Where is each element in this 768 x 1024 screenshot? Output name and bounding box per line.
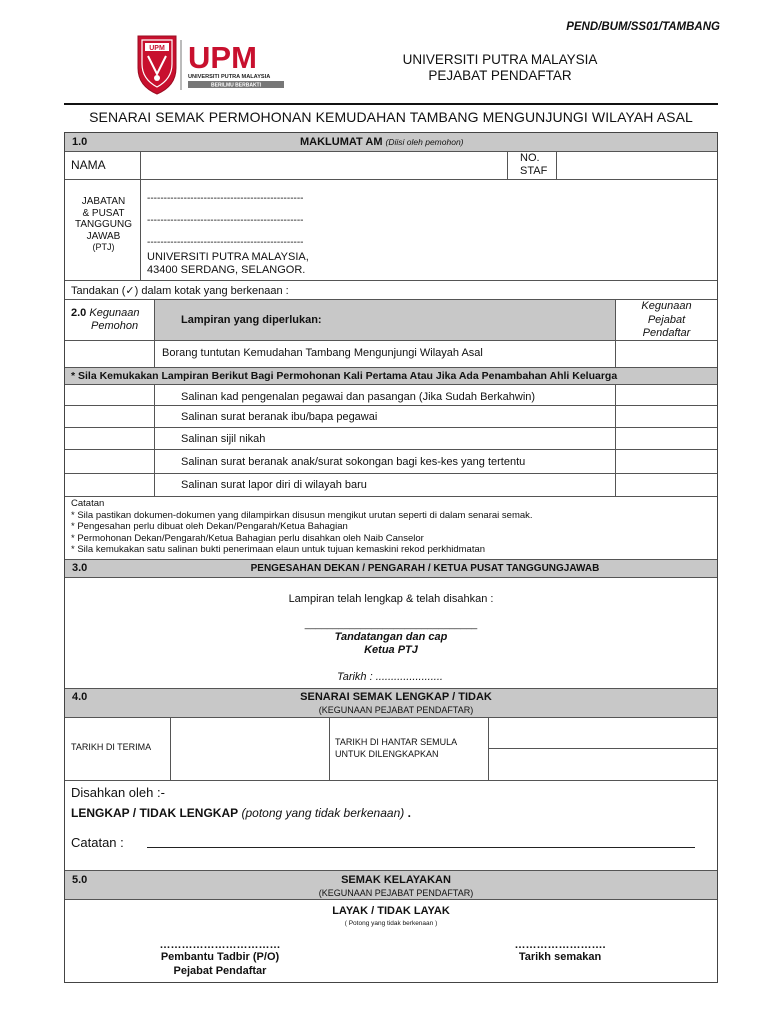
item-5-label: Salinan surat lapor diri di wilayah baru [181, 479, 367, 491]
officer-title: Pembantu Tadbir (P/O) [160, 951, 280, 963]
dept-label [67, 196, 140, 254]
section1-number: 1.0 [72, 136, 88, 148]
section4-subheading: (KEGUNAAN PEJABAT PENDAFTAR) [318, 705, 474, 715]
notes-block [71, 498, 533, 556]
item-4-label: Salinan surat beranak anak/surat sokongan bagi kes-kes yang tertentu [181, 456, 526, 468]
section3-heading: PENGESAHAN DEKAN / PENGARAH / KETUA PUSAT TANGGUNGJAWAB [250, 563, 600, 574]
section4-number: 4.0 [72, 691, 88, 703]
returned-date-label-1: TARIKH DI HANTAR SEMULA [335, 737, 458, 747]
section1-heading [300, 136, 464, 148]
university-header [330, 52, 670, 84]
dept-dashes-3[interactable]: ----------------------------------------------- [147, 237, 304, 248]
section4-heading: SENARAI SEMAK LENGKAP / TIDAK [300, 691, 492, 703]
item-5-applicant-box[interactable] [65, 474, 154, 496]
applicant-use-1: Kegunaan [89, 307, 140, 319]
staff-no-label [520, 152, 547, 178]
staff-no-label-1: NO. [520, 152, 540, 164]
signature-label: Tandatangan dan cap [334, 631, 448, 643]
dept-dashes-2[interactable]: ----------------------------------------------- [147, 215, 304, 226]
item-4-office-box[interactable] [616, 450, 717, 473]
office-name: PEJABAT PENDAFTAR [428, 68, 572, 83]
first-time-notice: * Sila Kemukakan Lampiran Berikut Bagi Permohonan Kali Pertama Atau Jika Ada Penambahan Ahli Keluarga [71, 370, 618, 382]
page-title: SENARAI SEMAK PERMOHONAN KEMUDAHAN TAMBANG MENGUNJUNGI WILAYAH ASAL [89, 109, 693, 125]
dept-label-2: & PUSAT [82, 207, 125, 219]
eligibility-note: ( Potong yang tidak berkenaan ) [344, 920, 438, 927]
officer-office: Pejabat Pendaftar [173, 965, 267, 977]
main-item-label: Borang tuntutan Kemudahan Tambang Mengunjungi Wilayah Asal [162, 347, 483, 359]
verified-by-label: Disahkan oleh :- [71, 785, 165, 800]
item-4-applicant-box[interactable] [65, 450, 154, 473]
section3-number: 3.0 [72, 562, 88, 574]
item-3-applicant-box[interactable] [65, 428, 154, 449]
dept-label-1: JABATAN [81, 196, 126, 207]
staff-no-field[interactable] [557, 152, 717, 178]
check-date-label: Tarikh semakan [518, 951, 602, 963]
checklist-form [64, 132, 718, 983]
note-3: * Permohonan Dekan/Pengarah/Ketua Bahagian perlu disahkan oleh Naib Canselor [71, 532, 424, 544]
office-use-1: Kegunaan [641, 300, 692, 312]
logo-emblem-text: UPM [149, 45, 165, 52]
section1-heading-note: (Diisi oleh pemohon) [385, 137, 464, 147]
note-2: * Pengesahan perlu dibuat oleh Dekan/Pengarah/Ketua Bahagian [71, 521, 348, 532]
main-item-office-box[interactable] [616, 341, 717, 367]
ptj-date-label[interactable]: Tarikh : ...................... [337, 671, 443, 683]
check-date-dots[interactable]: ……………………. [514, 939, 606, 951]
office-use-2: Pejabat [647, 313, 686, 326]
section2-applicant-col [71, 307, 140, 333]
eligibility-status[interactable]: LAYAK / TIDAK LAYAK [332, 905, 450, 917]
applicant-use-2: Pemohon [91, 320, 139, 332]
returned-date-field-2[interactable] [489, 749, 717, 780]
complete-status[interactable]: LENGKAP / TIDAK LENGKAP [71, 806, 239, 820]
signatory-label: Ketua PTJ [364, 644, 418, 656]
name-label: NAMA [71, 158, 106, 172]
note-4: * Sila kemukakan satu salinan bukti penerimaan elaun untuk tujuan kemaskini rekod perkhidmatan [71, 544, 486, 555]
item-1-applicant-box[interactable] [65, 385, 154, 405]
note-1: * Sila pastikan dokumen-dokumen yang dilampirkan disusun mengikut urutan seperti di dalam senarai semak. [71, 509, 533, 521]
office-use-3: Pendaftar [642, 327, 691, 339]
returned-date-label-2: UNTUK DILENGKAPKAN [335, 749, 439, 759]
header-rule [64, 103, 718, 105]
tick-instruction: Tandakan (✓) dalam kotak yang berkenaan : [71, 285, 289, 297]
name-field[interactable] [141, 152, 507, 178]
notes-title: Catatan [71, 498, 105, 509]
signature-line[interactable]: _______________________________ [304, 619, 478, 630]
remarks-label: Catatan : [71, 835, 124, 850]
item-1-office-box[interactable] [616, 385, 717, 405]
complete-dot: . [407, 806, 411, 820]
office-use-col [616, 300, 717, 341]
section5-subheading: (KEGUNAAN PEJABAT PENDAFTAR) [318, 888, 474, 898]
logo-tagline: BERILMU BERBAKTI [211, 82, 261, 89]
item-2-applicant-box[interactable] [65, 406, 154, 427]
item-2-office-box[interactable] [616, 406, 717, 427]
complete-note: (potong yang tidak berkenaan) [241, 806, 405, 820]
staff-no-label-2: STAF [520, 165, 548, 177]
dept-label-5: (PTJ) [92, 242, 115, 252]
dept-label-3: TANGGUNG [74, 219, 133, 230]
address-line-1: UNIVERSITI PUTRA MALAYSIA, [147, 251, 309, 263]
approval-statement: Lampiran telah lengkap & telah disahkan : [288, 593, 494, 605]
item-5-office-box[interactable] [616, 474, 717, 496]
returned-date-field-1[interactable] [489, 718, 717, 748]
logo-wordmark: UPM [188, 40, 257, 75]
section2-number: 2.0 [71, 307, 87, 319]
officer-sign-dots[interactable]: …………………………… [159, 939, 281, 951]
item-1-label: Salinan kad pengenalan pegawai dan pasangan (Jika Sudah Berkahwin) [181, 391, 536, 403]
dept-label-4: JAWAB [86, 230, 121, 242]
section5-heading: SEMAK KELAYAKAN [341, 874, 451, 886]
logo-university: UNIVERSITI PUTRA MALAYSIA [188, 74, 271, 80]
upm-logo [136, 34, 294, 96]
received-date-label: TARIKH DI TERIMA [71, 742, 152, 752]
form-code: PEND/BUM/SS01/TAMBANG [566, 21, 720, 33]
complete-status-line [71, 806, 411, 820]
university-name: UNIVERSITI PUTRA MALAYSIA [402, 52, 598, 67]
main-item-applicant-box[interactable] [65, 341, 154, 367]
item-3-office-box[interactable] [616, 428, 717, 449]
item-3-label: Salinan sijil nikah [181, 433, 266, 445]
received-date-field[interactable] [171, 718, 329, 780]
dept-dashes-1[interactable]: ----------------------------------------------- [147, 193, 304, 204]
section5-number: 5.0 [72, 874, 88, 886]
remarks-line[interactable] [147, 847, 695, 848]
item-2-label: Salinan surat beranak ibu/bapa pegawai [181, 411, 378, 423]
address-line-2: 43400 SERDANG, SELANGOR. [147, 264, 306, 276]
returned-date-label [335, 736, 457, 760]
section1-heading-text: MAKLUMAT AM [300, 136, 383, 148]
attachments-heading: Lampiran yang diperlukan: [181, 314, 322, 326]
